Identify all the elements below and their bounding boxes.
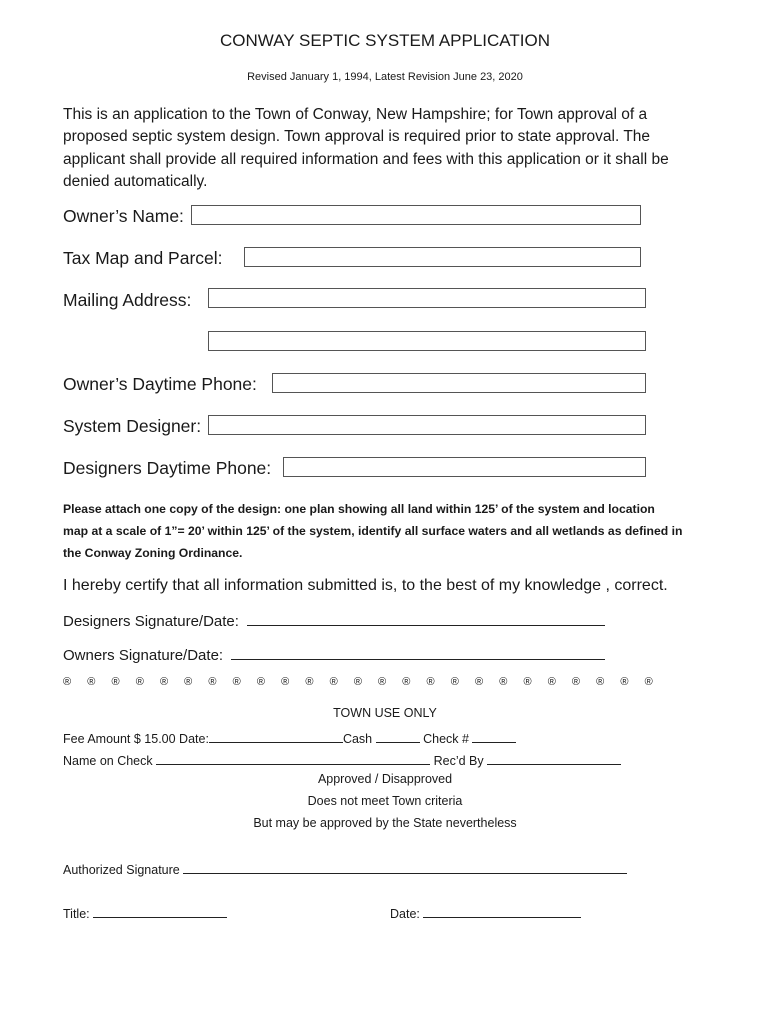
name-on-check-blank[interactable] xyxy=(156,750,430,765)
name-on-check-label: Name on Check xyxy=(63,754,153,768)
check-label: Check # xyxy=(423,732,469,746)
certification-statement: I hereby certify that all information submitted is, to the best of my knowledge , correct. xyxy=(63,577,668,594)
designer-phone-label: Designers Daytime Phone: xyxy=(63,458,272,478)
tax-map-label: Tax Map and Parcel: xyxy=(63,248,223,268)
divider-symbol: ® xyxy=(87,676,96,688)
town-criteria-note: Does not meet Town criteria xyxy=(307,794,463,808)
intro-paragraph: This is an application to the Town of Conway, New Hampshire; for Town approval of a proposed septic system design. Town approval is required prior to state approval. The applicant shall provide all required information and fees with this application or it shall be denied automatically. xyxy=(63,106,669,190)
designer-signature-blank[interactable] xyxy=(247,611,605,626)
owner-signature-line[interactable] xyxy=(63,645,605,664)
divider-symbol: ® xyxy=(256,676,265,688)
cash-label: Cash xyxy=(342,732,373,746)
designer-phone-field[interactable] xyxy=(283,457,646,477)
owner-phone-field[interactable] xyxy=(272,373,646,393)
owner-signature-label: Owners Signature/Date: xyxy=(63,647,224,664)
fee-date-blank[interactable] xyxy=(209,728,343,743)
system-designer-label: System Designer: xyxy=(63,416,202,436)
owner-phone-label: Owner’s Daytime Phone: xyxy=(63,374,257,394)
owners-name-field[interactable] xyxy=(191,205,641,225)
attachment-note: Please attach one copy of the design: one plan showing all land within 125’ of the system and location map at a scale of 1”= 20’ within 125’ of the system, identify all surface waters and all wetlands as defined in the Conway Zoning Ordinance. xyxy=(63,502,683,560)
divider-symbol: ® xyxy=(135,676,144,688)
divider-symbol: ® xyxy=(571,676,581,688)
town-use-heading: TOWN USE ONLY xyxy=(333,706,437,720)
divider-symbol: ® xyxy=(305,676,314,688)
cash-blank[interactable] xyxy=(376,728,420,743)
authorized-signature-blank[interactable] xyxy=(183,859,627,874)
recd-by-blank[interactable] xyxy=(487,750,621,765)
mailing-address-label: Mailing Address: xyxy=(63,290,192,310)
divider-symbol: ® xyxy=(232,676,241,688)
revision-date: Revised January 1, 1994, Latest Revision June 23, 2020 xyxy=(247,71,523,83)
tax-map-field[interactable] xyxy=(244,247,641,267)
authorized-signature-label: Authorized Signature xyxy=(63,863,180,877)
divider-symbol: ® xyxy=(426,676,435,688)
divider-symbol: ® xyxy=(402,676,411,688)
title-line xyxy=(63,903,227,921)
recd-by-label: Rec’d By xyxy=(433,754,484,768)
date-label: Date: xyxy=(390,907,420,921)
divider-symbol: ® xyxy=(523,676,532,688)
designer-signature-label: Designers Signature/Date: xyxy=(63,613,239,630)
approval-status: Approved / Disapproved xyxy=(317,772,453,786)
divider-symbol: ® xyxy=(644,676,653,688)
system-designer-field[interactable] xyxy=(208,415,646,435)
date-line xyxy=(390,903,581,921)
divider-symbol: ® xyxy=(378,676,387,688)
name-on-check-line xyxy=(63,750,621,768)
title-label: Title: xyxy=(63,907,90,921)
divider-symbol: ® xyxy=(184,676,193,688)
designer-signature-line[interactable] xyxy=(63,611,605,630)
mailing-address-field-1[interactable] xyxy=(208,288,646,308)
fee-line xyxy=(63,728,516,746)
state-approval-note: But may be approved by the State nevertheless xyxy=(253,816,517,830)
divider-symbol: ® xyxy=(281,676,290,688)
title-blank[interactable] xyxy=(93,903,227,918)
mailing-address-field-2[interactable] xyxy=(208,331,646,351)
divider-symbol: ® xyxy=(547,676,556,688)
divider-symbol: ® xyxy=(474,676,484,688)
divider-symbol: ® xyxy=(620,676,629,688)
authorized-signature-line xyxy=(63,859,627,877)
divider-symbol: ® xyxy=(596,676,605,688)
divider-symbol: ® xyxy=(63,676,72,688)
date-blank[interactable] xyxy=(423,903,581,918)
divider-symbol: ® xyxy=(499,676,508,688)
owner-signature-blank[interactable] xyxy=(231,645,605,660)
divider-symbol: ® xyxy=(111,676,120,688)
divider-symbols xyxy=(63,676,653,688)
divider-symbol: ® xyxy=(159,676,169,688)
fee-label: Fee Amount $ 15.00 Date: xyxy=(63,732,209,746)
divider-symbol: ® xyxy=(329,676,338,688)
check-number-blank[interactable] xyxy=(472,728,516,743)
divider-symbol: ® xyxy=(353,676,362,688)
divider-symbol: ® xyxy=(208,676,217,688)
divider-symbol: ® xyxy=(450,676,459,688)
owners-name-label: Owner’s Name: xyxy=(63,206,184,226)
page-title: CONWAY SEPTIC SYSTEM APPLICATION xyxy=(220,31,550,50)
